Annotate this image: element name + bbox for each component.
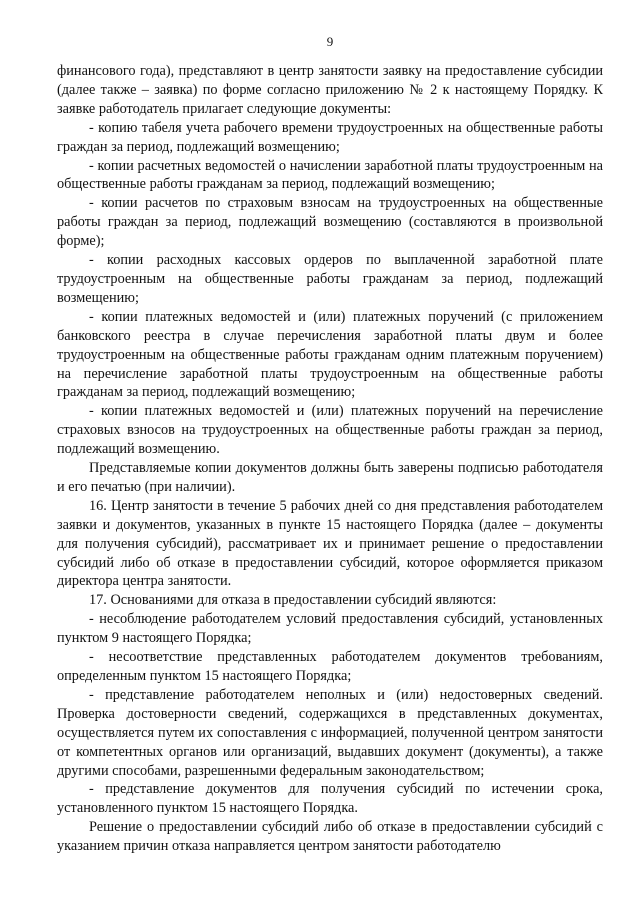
list-item-insurance-calculations: - копии расчетов по страховым взносам на трудоустроенных на общественные работы граждан за период, подлежащий возмещению (составляются в произвольной форме); [57,195,603,250]
list-item-payment-orders-salary: - копии платежных ведомостей и (или) платежных поручений (с приложением банковского реестра в случае перечисления заработной платы двум и более трудоустроенным на общественные работы гражданам одним платежным поручением) на перечисление заработной платы трудоустроенным на общественные работы гражданам за период, подлежащий возмещению; [57,308,603,401]
document-body [57,62,603,856]
paragraph-clause-17: 17. Основаниями для отказа в предоставлении субсидий являются: [89,592,497,609]
paragraph-certification: Представляемые копии документов должны быть заверены подписью работодателя и его печатью (при наличии). [57,460,603,495]
list-item-timesheet-copy: - копию табеля учета рабочего времени трудоустроенных на общественные работы граждан за период, подлежащий возмещению; [57,119,603,155]
list-item-cash-orders: - копии расходных кассовых ордеров по выплаченной заработной плате трудоустроенным на общественные работы гражданам за период, подлежащий возмещению; [57,252,603,306]
paragraph-decision: Решение о предоставлении субсидий либо об отказе в предоставлении субсидий с указанием причин отказа направляется центром занятости работодателю [57,819,603,855]
list-item-noncompliance: - несоблюдение работодателем условий предоставления субсидий, установленных пунктом 9 настоящего Порядка; [57,611,603,647]
list-item-payment-orders-insurance: - копии платежных ведомостей и (или) платежных поручений на перечисление страховых взносов на трудоустроенных на общественные работы граждан за период, подлежащий возмещению. [57,403,603,458]
list-item-incomplete-info: - представление работодателем неполных и (или) недостоверных сведений. Проверка достоверности сведений, содержащихся в представленных документах, осуществляется путем их сопоставления с информацией, полученной центром занятости от компетентных органов или организаций, выдавших документ (документы), а также другими способами, разрешенными федеральным законодательством; [57,686,603,779]
list-item-payroll-statements: - копии расчетных ведомостей о начислении заработной платы трудоустроенным на общественные работы гражданам за период, подлежащий возмещению; [57,157,603,193]
list-item-late-submission: - представление документов для получения субсидий по истечении срока, установленного пунктом 15 настоящего Порядка. [57,781,603,817]
list-item-nonconformity: - несоответствие представленных работодателем документов требованиям, определенным пунктом 15 настоящего Порядка; [57,649,603,684]
paragraph-continuation: финансового года), представляют в центр занятости заявку на предоставление субсидии (далее также – заявка) по форме согласно приложению № 2 к настоящему Порядку. К заявке работодатель прилагает следующие документы: [57,63,603,117]
page-number: 9 [326,34,334,49]
paragraph-clause-16: 16. Центр занятости в течение 5 рабочих дней со дня представления работодателем заявки и документов, указанных в пункте 15 настоящего Порядка (далее – документы для получения субсидий), рассматривает их и принимает решение о предоставлении субсидий либо об отказе в предоставлении субсидий, которое оформляется приказом директора центра занятости. [57,497,603,590]
